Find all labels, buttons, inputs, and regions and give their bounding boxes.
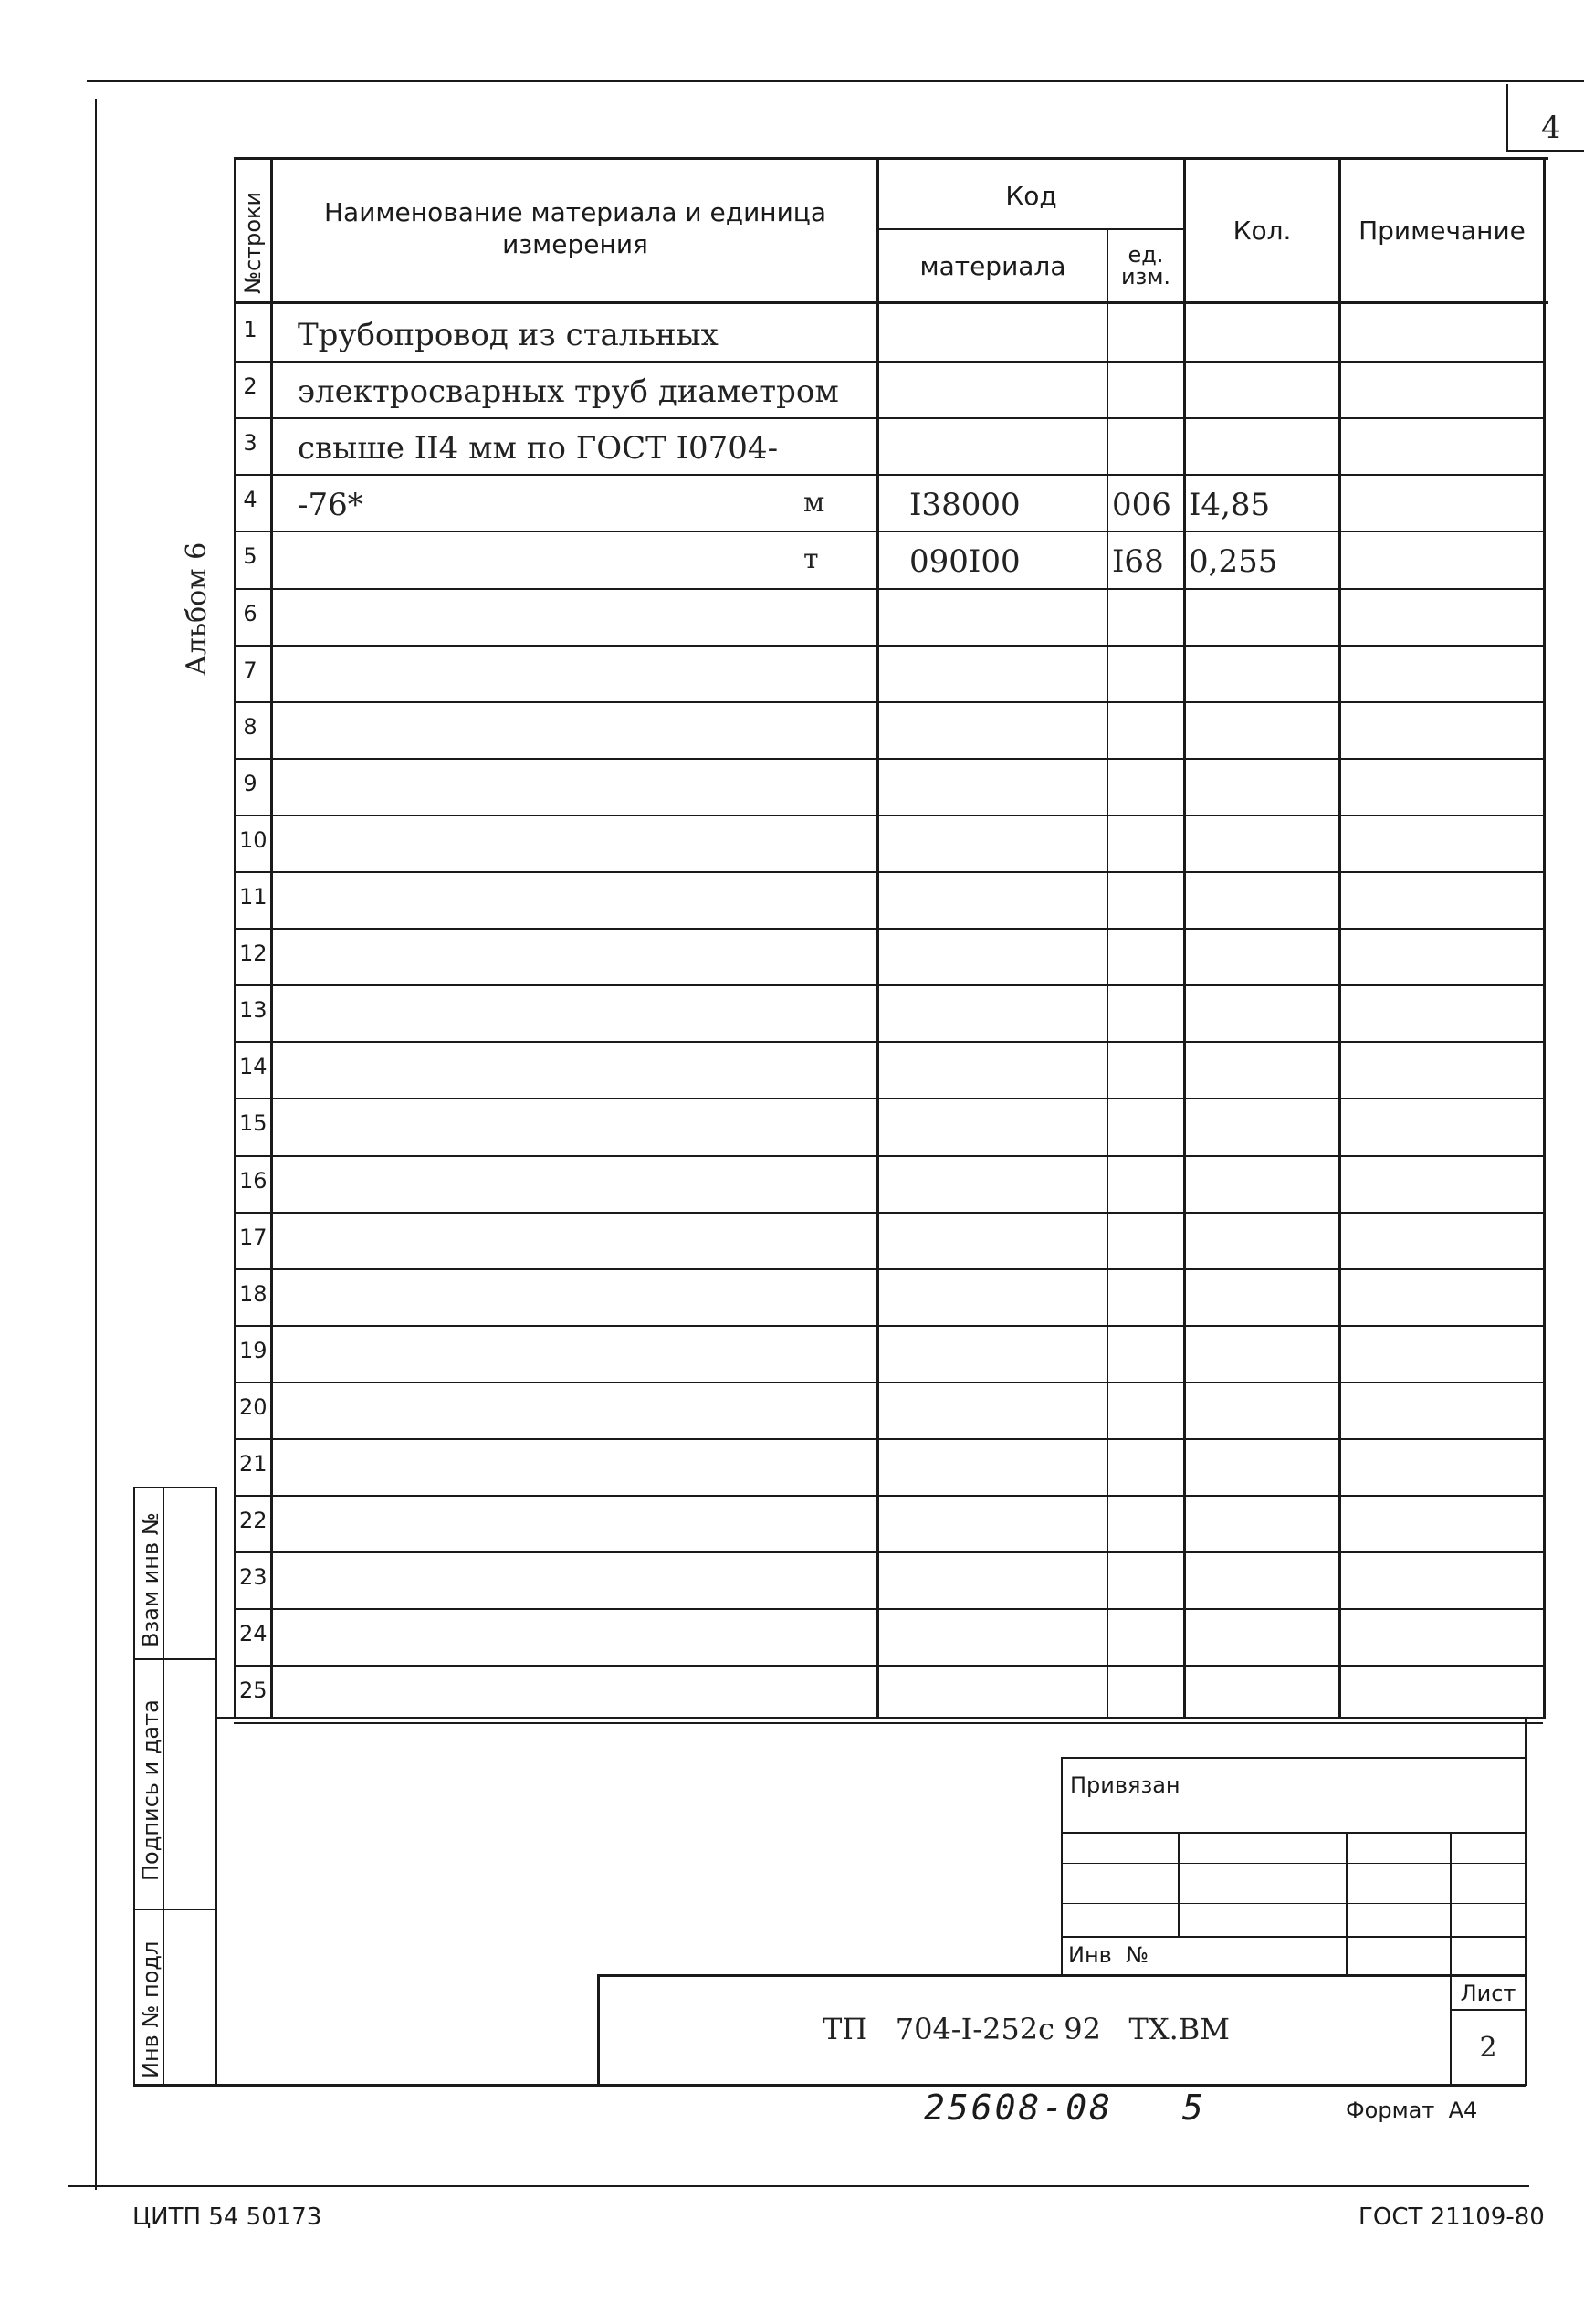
row-divider — [234, 417, 1543, 419]
header-note: Примечание — [1358, 216, 1526, 246]
row-unit: т — [803, 543, 819, 575]
page-number-frame-bottom — [1506, 150, 1584, 152]
sheet-number: 2 — [1479, 2031, 1497, 2064]
row-divider — [234, 361, 1543, 363]
row-number: 8 — [243, 714, 257, 740]
page-number: 4 — [1541, 110, 1561, 146]
row-divider — [234, 1382, 1543, 1383]
row-divider — [234, 1495, 1543, 1497]
row-divider — [234, 1551, 1543, 1553]
row-divider — [234, 984, 1543, 986]
row-number: 23 — [239, 1564, 267, 1590]
row-divider — [234, 871, 1543, 873]
row-number: 22 — [239, 1508, 267, 1533]
handwritten-number-suffix: 5 — [1181, 2087, 1206, 2128]
row-unit: м — [803, 487, 825, 519]
row-divider — [234, 1438, 1543, 1440]
header-code-unit: ед. изм. — [1120, 242, 1171, 289]
row-number: 16 — [239, 1168, 267, 1194]
page-number-frame-left — [1506, 84, 1508, 150]
right-imprint: ГОСТ 21109-80 — [1358, 2203, 1545, 2231]
row-divider — [234, 588, 1543, 590]
row-number: 12 — [239, 941, 267, 966]
row-number: 20 — [239, 1394, 267, 1420]
row-number: 21 — [239, 1451, 267, 1477]
row-divider — [234, 1212, 1543, 1214]
designation: ТП 704-I-252с 92 ТХ.ВМ — [822, 2012, 1231, 2046]
row-number: 13 — [239, 997, 267, 1023]
row-number: 17 — [239, 1225, 267, 1250]
row-number: 4 — [243, 487, 257, 512]
row-number: 2 — [243, 373, 257, 399]
row-divider — [234, 758, 1543, 760]
left-imprint: ЦИТП 54 50173 — [132, 2203, 322, 2231]
row-divider — [234, 1608, 1543, 1610]
row-divider — [234, 1722, 1543, 1724]
format-label: Формат А4 — [1346, 2098, 1478, 2123]
handwritten-number — [924, 2087, 1206, 2128]
row-number: 7 — [243, 657, 257, 683]
row-number: 24 — [239, 1621, 267, 1646]
row-divider — [234, 815, 1543, 816]
row-divider — [234, 701, 1543, 703]
stamp-inv-orig: Инв № подл — [138, 1940, 163, 2078]
row-number: 6 — [243, 601, 257, 626]
row-qty: 0,255 — [1189, 543, 1278, 580]
privyazan-label: Привязан — [1070, 1772, 1180, 1798]
row-divider — [234, 1155, 1543, 1157]
row-material-code: 090I00 — [909, 543, 1021, 580]
header-qty: Кол. — [1233, 216, 1292, 246]
side-album-label: Альбом 6 — [181, 542, 213, 676]
row-number: 5 — [243, 543, 257, 569]
row-divider — [234, 1268, 1543, 1270]
row-number: 9 — [243, 771, 257, 796]
stamp-sign-date: Подпись и дата — [138, 1699, 163, 1881]
header-row-no: №строки — [240, 191, 266, 294]
row-qty: I4,85 — [1189, 487, 1271, 523]
row-number: 3 — [243, 430, 257, 456]
row-name: Трубопровод из стальных — [298, 317, 719, 353]
row-number: 10 — [239, 827, 267, 853]
header-name: Наименование материала и единица измерения — [324, 197, 826, 259]
row-number: 11 — [239, 884, 267, 910]
top-rule — [87, 80, 1584, 82]
row-divider — [234, 1665, 1543, 1667]
left-rule — [95, 99, 97, 2190]
row-divider — [234, 645, 1543, 647]
inv-no-label: Инв № — [1068, 1942, 1149, 1968]
row-number: 1 — [243, 317, 257, 342]
row-name: -76* — [298, 487, 363, 523]
row-number: 15 — [239, 1110, 267, 1136]
row-name: электросварных труб диаметром — [298, 373, 839, 410]
row-unit-code: 006 — [1112, 487, 1171, 523]
row-unit-code: I68 — [1112, 543, 1164, 580]
header-code: Код — [1005, 180, 1057, 211]
row-number: 25 — [239, 1677, 267, 1703]
row-name: свыше II4 мм по ГОСТ I0704- — [298, 430, 779, 467]
row-divider — [234, 928, 1543, 930]
row-divider — [234, 474, 1543, 476]
row-material-code: I38000 — [909, 487, 1021, 523]
bottom-rule — [68, 2185, 1529, 2187]
row-divider — [234, 1041, 1543, 1043]
handwritten-number-main: 25608-08 — [924, 2087, 1114, 2128]
header-code-material: материала — [919, 250, 1066, 281]
row-number: 14 — [239, 1054, 267, 1079]
row-divider — [234, 1098, 1543, 1099]
row-number: 19 — [239, 1338, 267, 1363]
sheet-label: Лист — [1460, 1981, 1516, 2006]
row-number: 18 — [239, 1281, 267, 1307]
row-divider — [234, 531, 1543, 532]
stamp-replace-inv: Взам инв № — [138, 1512, 163, 1647]
row-divider — [234, 1325, 1543, 1327]
